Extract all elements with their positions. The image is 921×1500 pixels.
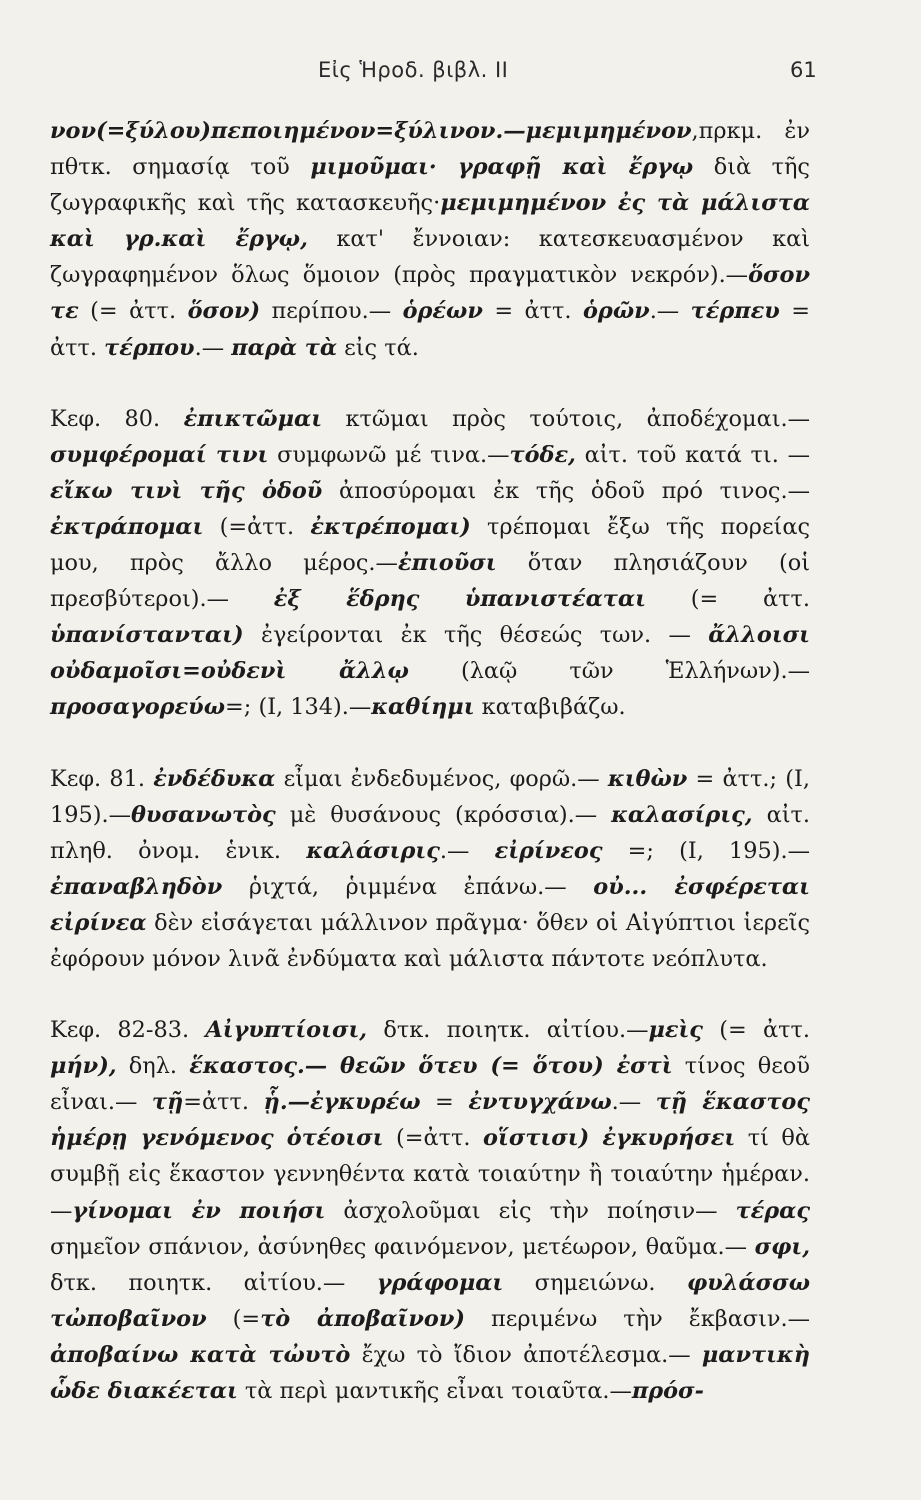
lemma: μεὶς — [648, 1017, 703, 1044]
gloss: = — [420, 1089, 469, 1116]
gloss: διὰ τῆς ζωγραφικῆς καὶ τῆς κατασκευῆς· — [50, 154, 810, 217]
gloss: (= ἀττ. — [702, 1017, 811, 1044]
lemma: εἴκω τινὶ τῆς ὁδοῦ — [50, 477, 323, 504]
gloss: εἰς τά. — [337, 334, 419, 361]
lemma: καθίημι — [371, 694, 475, 721]
gloss: συμφωνῶ μέ τινα.— — [268, 441, 510, 468]
commentary-body — [50, 113, 810, 1409]
lemma: εἰρίνεος — [494, 837, 603, 864]
gloss: σημειώνω. — [503, 1269, 687, 1296]
lemma: μεμιμημένον ἐς τὰ μάλιστα καὶ γρ.καὶ ἔργῳ, — [50, 190, 810, 253]
lemma: τὸ ἀποβαῖνον) — [260, 1305, 465, 1332]
gloss: (λαῷ τῶν Ἑλλήνων).— — [408, 658, 810, 685]
lemma: παρὰ τὰ — [231, 334, 338, 361]
gloss: =ἀττ. — [183, 1089, 264, 1116]
page-number: 61 — [790, 58, 817, 82]
lemma: ᾗ.—ἐγκυρέω — [263, 1089, 421, 1116]
gloss: .— — [649, 298, 691, 325]
gloss: δτκ. ποιητκ. αἰτίου.— — [50, 1269, 377, 1296]
lemma: καλασίρις, — [611, 801, 753, 828]
gloss: =; (Ι, 134).— — [225, 694, 372, 721]
lemma: ἐνδέδυκα — [153, 765, 276, 792]
lemma: πρόσ- — [631, 1378, 704, 1404]
lemma: ὁρῶν — [583, 298, 650, 325]
gloss: αἰτ. τοῦ κατά τι. — — [575, 441, 810, 468]
lemma: ἐπικτῶμαι — [183, 405, 323, 432]
paragraph-section — [50, 401, 810, 726]
gloss: ,πρκμ. ἐν πθτκ. σημασίᾳ τοῦ — [50, 118, 810, 181]
section-label: Κεφ. 81. — [50, 765, 145, 792]
lemma: ὅσον) — [187, 298, 261, 325]
paragraph-section — [50, 1012, 810, 1409]
lemma: γράφομαι — [376, 1269, 504, 1296]
gloss: .— — [439, 837, 495, 864]
lemma: Αἰγυπτίοισι, — [205, 1017, 368, 1044]
lemma: οἵστισι) ἐγκυρήσει — [483, 1125, 736, 1152]
gloss: εἶμαι ἐνδεδυμένος, φορῶ.— — [275, 765, 608, 792]
lemma: κιθὼν — [607, 765, 688, 792]
gloss: δτκ. ποιητκ. αἰτίου.— — [367, 1017, 649, 1044]
lemma: ὅσον τε — [50, 262, 810, 325]
lemma: μιμοῦμαι· γραφῇ καὶ ἔργῳ — [310, 154, 694, 181]
gloss: ἀσχολοῦμαι εἰς τὴν ποίησιν— — [325, 1197, 736, 1224]
lemma: ἐντυγχάνω — [468, 1089, 612, 1116]
gloss: (=ἀττ. — [383, 1125, 484, 1152]
lemma: μήν), — [50, 1053, 117, 1080]
lemma: τέρπου — [104, 334, 195, 361]
gloss: περίπου.— — [260, 298, 403, 325]
lemma: τέρπευ — [690, 298, 780, 325]
gloss: = ἀττ. — [482, 298, 583, 325]
section-label: Κεφ. 82-83. — [50, 1017, 190, 1044]
lemma: ὑπανίστανται) — [50, 622, 244, 649]
lemma: τέρας — [735, 1197, 811, 1224]
gloss: (= — [206, 1305, 261, 1332]
lemma: θυσανωτὸς — [130, 801, 276, 828]
lemma: ἕκαστος.— θεῶν ὅτευ (= ὅτου) ἐστὶ — [189, 1053, 673, 1080]
gloss: =; (Ι, 195).— — [602, 837, 810, 864]
gloss: .— — [611, 1089, 656, 1116]
gloss: ὅταν πλησιάζουν (οἱ πρεσβύτεροι).— — [50, 550, 811, 613]
gloss: = ἀττ. — [50, 298, 810, 361]
lemma: σφι, — [754, 1233, 810, 1260]
lemma: ἄλλοισι οὐδαμοῖσι=οὐδενὶ ἄλλῳ — [50, 622, 810, 685]
lemma: τῇ — [151, 1089, 184, 1116]
gloss: τὰ περὶ μαντικῆς εἶναι τοιαῦτα.— — [237, 1378, 632, 1404]
lemma: προσαγορεύω — [50, 694, 226, 721]
gloss: (= ἀττ. — [645, 586, 811, 613]
gloss: τρέπομαι ἔξω τῆς πορείας μου, πρὸς ἄλλο μέρος.— — [50, 513, 810, 577]
gloss: .— — [194, 334, 232, 361]
gloss: σημεῖον σπάνιον, ἀσύνηθες φαινόμενον, μετέωρον, θαῦμα.— — [50, 1233, 755, 1260]
running-head — [0, 56, 921, 88]
running-head-title: Εἰς Ἡροδ. βιβλ. ΙΙ — [318, 58, 509, 82]
section-label: Κεφ. 80. — [50, 405, 161, 432]
lemma: ἐπιοῦσι — [397, 550, 497, 577]
paragraph-section — [50, 761, 810, 978]
lemma: ἐπαναβληδὸν — [50, 873, 223, 900]
gloss: (= ἀττ. — [78, 298, 188, 325]
gloss: δὲν εἰσάγεται μάλλινον πρᾶγμα· ὅθεν οἱ Αἰγύπτιοι ἱερεῖς ἐφόρουν μόνον λινᾶ ἐνδύματα καὶ μάλιστα πάντοτε νεόπλυτα. — [50, 909, 810, 972]
lemma: ἐκτρέπομαι) — [310, 513, 471, 540]
lemma: γίνομαι ἐν ποιήσι — [72, 1197, 326, 1224]
lemma: συμφέρομαί τινι — [50, 441, 269, 468]
lemma: τῇ ἕκαστος ἡμέρῃ γενόμενος ὁτέοισι — [50, 1089, 810, 1152]
gloss: τίνος θεοῦ εἶναι.— — [50, 1053, 810, 1116]
lemma: καλάσιρις — [306, 837, 440, 864]
paragraph-continuation — [50, 113, 810, 366]
gloss: = ἀττ.; (Ι, 195).— — [50, 765, 810, 828]
gloss: ἐγείρονται ἐκ τῆς θέσεώς των. — — [243, 622, 709, 649]
gloss: καταβιβάζω. — [474, 694, 626, 721]
lemma: ὁρέων — [402, 298, 483, 325]
lemma: τόδε, — [509, 441, 576, 468]
lemma: οὐ... ἐσφέρεται εἰρίνεα — [50, 873, 810, 936]
gloss: περιμένω τὴν ἔκβασιν.— — [464, 1305, 810, 1332]
lemma: ἀποβαίνω κατὰ τὠυτὸ — [50, 1341, 351, 1368]
lemma: ἐξ ἕδρης ὑπανιστέαται — [273, 586, 646, 613]
lemma: ἐκτράπομαι — [50, 513, 204, 540]
lemma: φυλάσσω τὠποβαῖνον — [50, 1269, 811, 1332]
gloss: κτῶμαι πρὸς τούτοις, ἀποδέχομαι.— — [322, 405, 810, 432]
gloss: (=ἀττ. — [203, 513, 311, 540]
lemma: μαντικὴ ὧδε διακέεται — [50, 1341, 810, 1404]
lemma: νον(=ξύλου)πεποιημένον=ξύλινον.—μεμιμημένον — [50, 118, 692, 144]
gloss: ῥιχτά, ῥιμμένα ἐπάνω.— — [222, 873, 594, 900]
gloss: κατ' ἔννοιαν: κατεσκευασμένον καὶ ζωγραφημένον ὅλως ὅμοιον (πρὸς πραγματικὸν νεκρόν).— — [50, 226, 810, 289]
gloss: τί θὰ συμβῇ εἰς ἕκαστον γεννηθέντα κατὰ τοιαύτην ἢ τοιαύτην ἡμέραν.— — [50, 1125, 810, 1224]
gloss: αἰτ. πληθ. ὀνομ. ἑνικ. — [50, 801, 810, 864]
gloss: δηλ. — [116, 1053, 190, 1080]
gloss: μὲ θυσάνους (κρόσσια).— — [275, 801, 612, 828]
gloss: ἔχω τὸ ἴδιον ἀποτέλεσμα.— — [350, 1341, 702, 1368]
gloss: ἀποσύρομαι ἐκ τῆς ὁδοῦ πρό τινος.— — [322, 477, 810, 504]
